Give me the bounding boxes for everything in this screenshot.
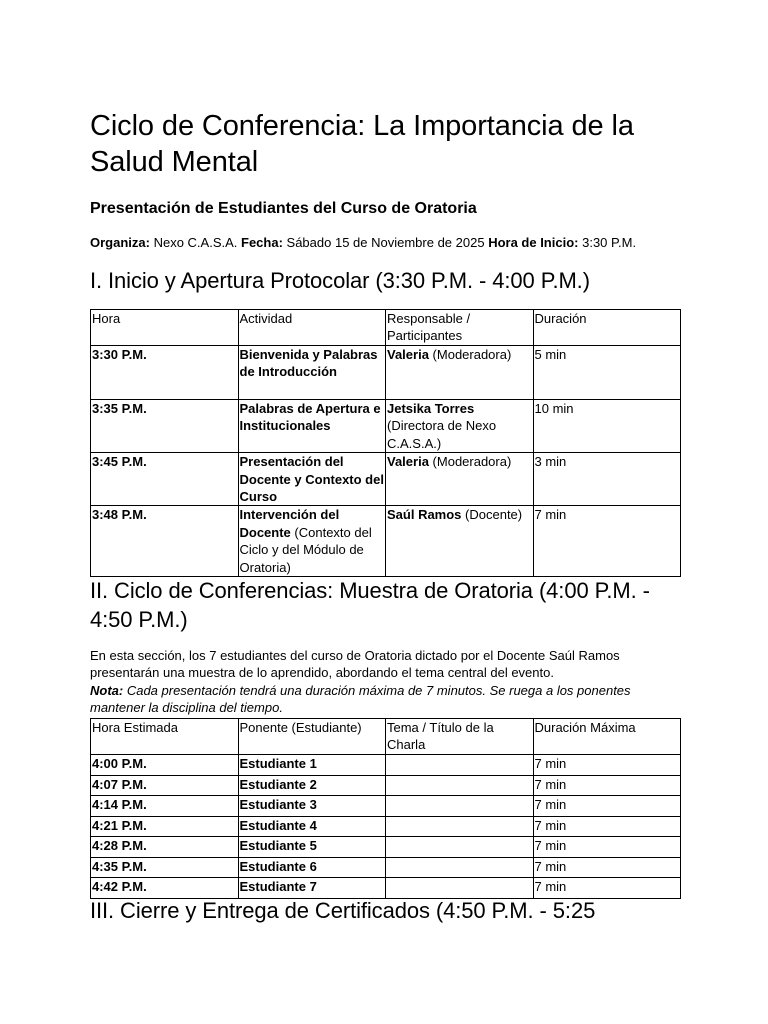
duracion-cell: 7 min (533, 857, 681, 878)
ponente-cell: Estudiante 2 (238, 775, 386, 796)
ponente-cell: Estudiante 3 (238, 796, 386, 817)
hora-cell: 3:48 P.M. (91, 506, 239, 577)
table-row (91, 796, 681, 817)
section-1-table (90, 309, 681, 577)
actividad-cell: Bienvenida y Palabras de Introducción (238, 346, 386, 400)
tema-cell (386, 755, 534, 776)
duracion-cell: 10 min (533, 400, 681, 453)
duracion-cell: 7 min (533, 878, 681, 899)
duracion-cell: 3 min (533, 453, 681, 506)
actividad-cell: Intervención del Docente (Contexto del Ciclo y del Módulo de Oratoria) (238, 506, 386, 577)
table-row (91, 837, 681, 858)
organiza-label: Organiza: (90, 235, 150, 250)
responsable-cell: Valeria (Moderadora) (386, 453, 534, 506)
duracion-cell: 7 min (533, 816, 681, 837)
header-cell: Ponente (Estudiante) (238, 719, 386, 755)
table-header-row (91, 310, 681, 346)
header-cell: Tema / Título de la Charla (386, 719, 534, 755)
table-row (91, 857, 681, 878)
organiza-value: Nexo C.A.S.A. (149, 235, 242, 250)
tema-cell (386, 837, 534, 858)
hora-cell: 3:30 P.M. (91, 346, 239, 400)
hora-cell: 3:45 P.M. (91, 453, 239, 506)
nota-paragraph (90, 682, 680, 717)
hora-cell: 4:00 P.M. (91, 755, 239, 776)
fecha-label: Fecha: (241, 235, 283, 250)
duracion-cell: 7 min (533, 506, 681, 577)
ponente-cell: Estudiante 4 (238, 816, 386, 837)
table-row (91, 816, 681, 837)
section-2-intro (90, 647, 680, 717)
section-1-heading: I. Inicio y Apertura Protocolar (3:30 P.M. - 4:00 P.M.) (90, 268, 590, 293)
event-meta (90, 234, 636, 252)
duracion-cell: 7 min (533, 775, 681, 796)
duracion-cell: 7 min (533, 755, 681, 776)
table-row (91, 453, 681, 506)
document-subtitle: Presentación de Estudiantes del Curso de Oratoria (90, 200, 477, 217)
table-row (91, 775, 681, 796)
table-row (91, 346, 681, 400)
responsable-cell: Jetsika Torres (Directora de Nexo C.A.S.A.) (386, 400, 534, 453)
table-row (91, 506, 681, 577)
hora-cell: 3:35 P.M. (91, 400, 239, 453)
fecha-value: Sábado 15 de Noviembre de 2025 (282, 235, 489, 250)
section-3-heading: III. Cierre y Entrega de Certificados (4:50 P.M. - 5:25 (90, 898, 596, 923)
responsable-cell: Valeria (Moderadora) (386, 346, 534, 400)
section-2-heading: II. Ciclo de Conferencias: Muestra de Oratoria (4:00 P.M. - 4:50 P.M.) (90, 578, 650, 632)
header-cell: Actividad (238, 310, 386, 346)
hora-inicio-value: 3:30 P.M. (578, 235, 637, 250)
duracion-cell: 7 min (533, 837, 681, 858)
tema-cell (386, 857, 534, 878)
tema-cell (386, 878, 534, 899)
table-row (91, 755, 681, 776)
document-title: Ciclo de Conferencia: La Importancia de la Salud Mental (90, 110, 634, 178)
header-cell: Duración Máxima (533, 719, 681, 755)
tema-cell (386, 796, 534, 817)
actividad-cell: Presentación del Docente y Contexto del Curso (239, 454, 384, 505)
hora-cell: 4:21 P.M. (91, 816, 239, 837)
hora-cell: 4:35 P.M. (91, 857, 239, 878)
hora-inicio-label: Hora de Inicio: (488, 235, 579, 250)
ponente-cell: Estudiante 6 (238, 857, 386, 878)
intro-paragraph: En esta sección, los 7 estudiantes del curso de Oratoria dictado por el Docente Saúl Ramos presentarán una muestra de lo aprendido, abordando el tema central del evento. (90, 648, 620, 681)
header-cell: Hora Estimada (91, 719, 239, 755)
hora-cell: 4:28 P.M. (91, 837, 239, 858)
hora-cell: 4:42 P.M. (91, 878, 239, 899)
section-2-table (90, 718, 681, 899)
table-row (91, 878, 681, 899)
table-row (91, 400, 681, 453)
ponente-cell: Estudiante 5 (238, 837, 386, 858)
ponente-cell: Estudiante 7 (238, 878, 386, 899)
hora-cell: 4:14 P.M. (91, 796, 239, 817)
actividad-cell: Palabras de Apertura e Institucionales (238, 400, 386, 453)
tema-cell (386, 816, 534, 837)
responsable-cell: Saúl Ramos (Docente) (386, 506, 534, 577)
nota-text: Cada presentación tendrá una duración máxima de 7 minutos. Se ruega a los ponentes mantener la disciplina del tiempo. (90, 682, 631, 716)
header-cell: Hora (91, 310, 239, 346)
header-cell: Duración (533, 310, 681, 346)
duracion-cell: 5 min (533, 346, 681, 400)
hora-cell: 4:07 P.M. (91, 775, 239, 796)
table-header-row (91, 719, 681, 755)
duracion-cell: 7 min (533, 796, 681, 817)
header-cell: Responsable / Participantes (386, 310, 534, 346)
tema-cell (386, 775, 534, 796)
ponente-cell: Estudiante 1 (238, 755, 386, 776)
nota-label: Nota: (90, 682, 124, 698)
